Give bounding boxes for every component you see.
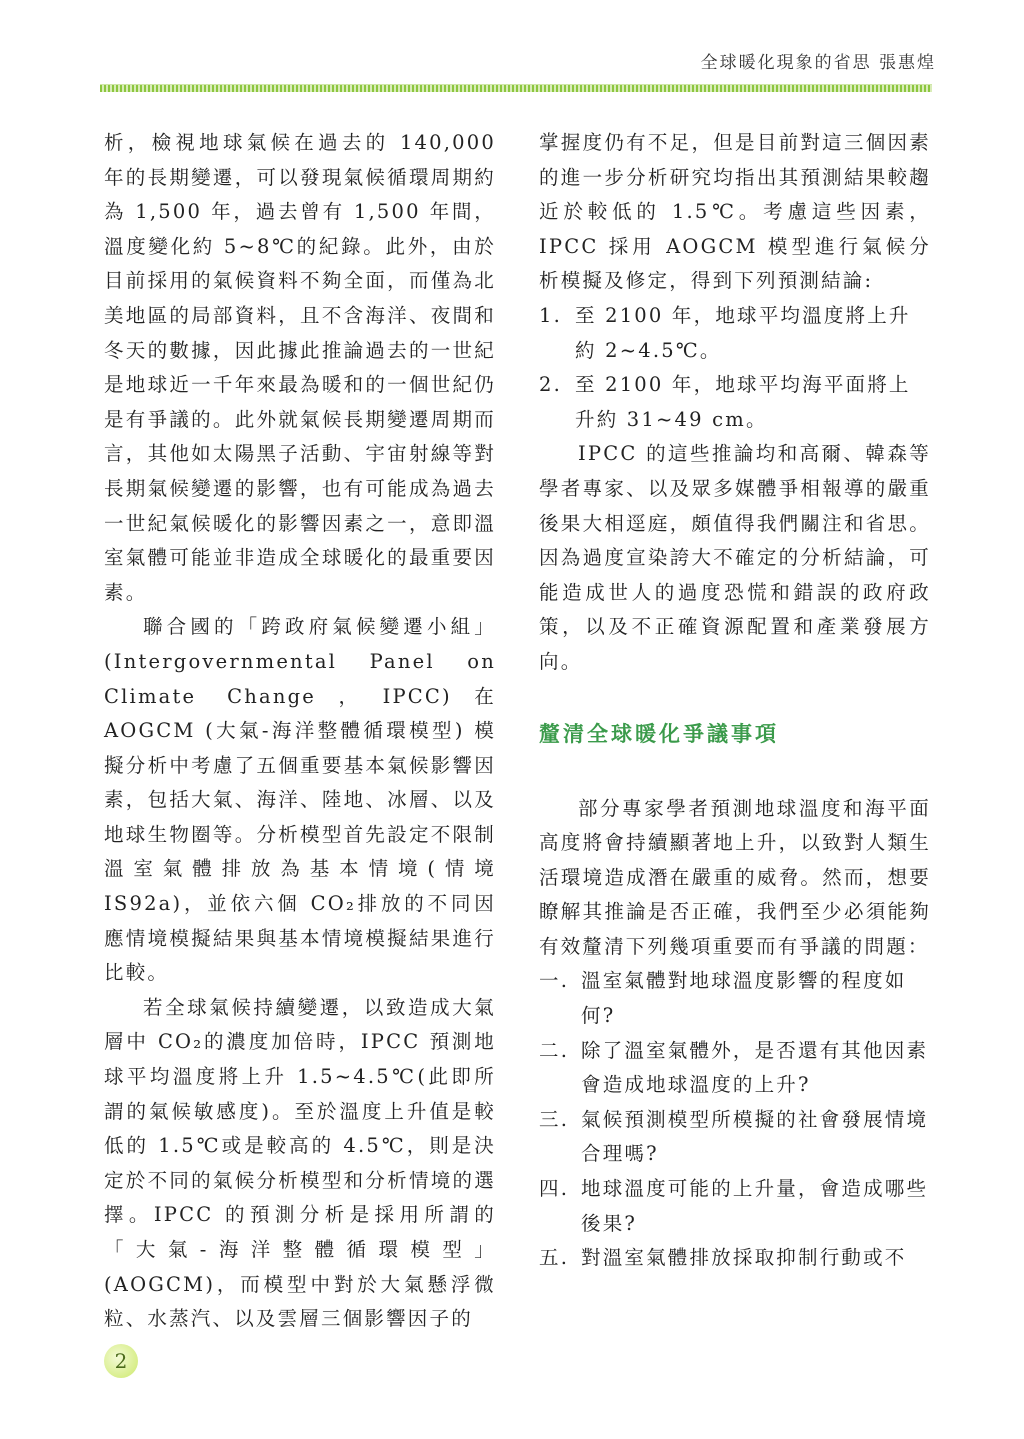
list-item-text: 至 2100 年，地球平均海平面將上升約 31~49 cm。 [575,373,911,431]
list-item-text: 除了溫室氣體外，是否還有其他因素會造成地球溫度的上升? [581,1038,929,1097]
list-item [539,1241,931,1276]
list-item-text: 溫室氣體對地球溫度影響的程度如何? [581,969,907,1028]
paragraph: 若全球氣候持續變遷，以致造成大氣層中 CO₂的濃度加倍時，IPCC 預測地球平均溫度將上升 1.5~4.5℃(此即所謂的氣候敏感度)。至於溫度上升值是較低的 1.5℃或是較高的 4.5℃，則是決定於不同的氣候分析模型和分析情境的選擇。IPCC 的預測分析是採用所謂的「大氣-海洋整體循環模型」(AOGCM)，而模型中對於大氣懸浮微粒、水蒸汽、以及雲層三個影響因子的 [104,995,496,1331]
paragraph: 析，檢視地球氣候在過去的 140,000 年的長期變遷，可以發現氣候循環周期約為 1,500 年，過去曾有 1,500 年間，溫度變化約 5~8℃的紀錄。此外，由於目前採用的氣候資料不夠全面，而僅為北美地區的局部資料，且不含海洋、夜間和冬天的數據，因此據此推論過去的一世紀是地球近一千年來最為暖和的一個世紀仍是有爭議的。此外就氣候長期變遷周期而言，其他如太陽黑子活動、宇宙射線等對長期氣候變遷的影響，也有可能成為過去一世紀氣候暖化的影響因素之一，意即溫室氣體可能並非造成全球暖化的最重要因素。 [104,131,496,604]
question-list [539,964,931,1275]
paragraph: 掌握度仍有不足，但是目前對這三個因素的進一步分析研究均指出其預測結果較趨近於較低的 1.5℃。考慮這些因素，IPCC 採用 AOGCM 模型進行氣候分析模擬及修定，得到下列預測結論: [539,131,931,293]
right-column [539,126,931,1276]
list-marker: 三. [539,1107,570,1131]
list-marker: 一. [539,969,570,993]
header-rule [100,84,932,92]
conclusion-list [539,299,931,437]
list-item-text: 對溫室氣體排放採取抑制行動或不 [581,1246,907,1270]
list-marker: 五. [539,1246,570,1270]
list-item [539,368,931,437]
list-marker: 四. [539,1177,570,1201]
left-column [104,126,496,1337]
page-number: 2 [104,1344,138,1378]
list-marker: 二. [539,1038,570,1062]
paragraph: IPCC 的這些推論均和高爾、韓森等學者專家、以及眾多媒體爭相報導的嚴重後果大相逕庭，頗值得我們關注和省思。因為過度宣染誇大不確定的分析結論，可能造成世人的過度恐慌和錯誤的政府政策，以及不正確資源配置和產業發展方向。 [539,442,931,673]
list-item [539,1172,931,1241]
list-item-text: 至 2100 年，地球平均溫度將上升約 2~4.5℃。 [575,303,911,362]
list-marker: 2. [539,373,563,397]
section-heading: 釐清全球暖化爭議事項 [539,721,779,746]
list-item [539,299,931,368]
paragraph: 聯合國的「跨政府氣候變遷小組」(Intergovernmental Panel on Climate Change，IPCC)在 AOGCM (大氣-海洋整體循環模型) 模擬分析中考慮了五個重要基本氣候影響因素，包括大氣、海洋、陸地、冰層、以及地球生物圈等。分析模型首先設定不限制溫室氣體排放為基本情境(情境 IS92a)，並依六個 CO₂排放的不同因應情境模擬結果與基本情境模擬結果進行比較。 [104,615,496,985]
paragraph: 部分專家學者預測地球溫度和海平面高度將會持續顯著地上升，以致對人類生活環境造成潛在嚴重的威脅。然而，想要瞭解其推論是否正確，我們至少必須能夠有效釐清下列幾項重要而有爭議的問題： [539,796,931,958]
list-item [539,964,931,1033]
list-item-text: 氣候預測模型所模擬的社會發展情境合理嗎? [581,1107,929,1166]
list-item [539,1103,931,1172]
list-item [539,1034,931,1103]
list-marker: 1. [539,303,563,327]
running-title: 全球暖化現象的省思 張惠煌 [700,53,936,73]
list-item-text: 地球溫度可能的上升量，會造成哪些後果? [581,1177,929,1235]
